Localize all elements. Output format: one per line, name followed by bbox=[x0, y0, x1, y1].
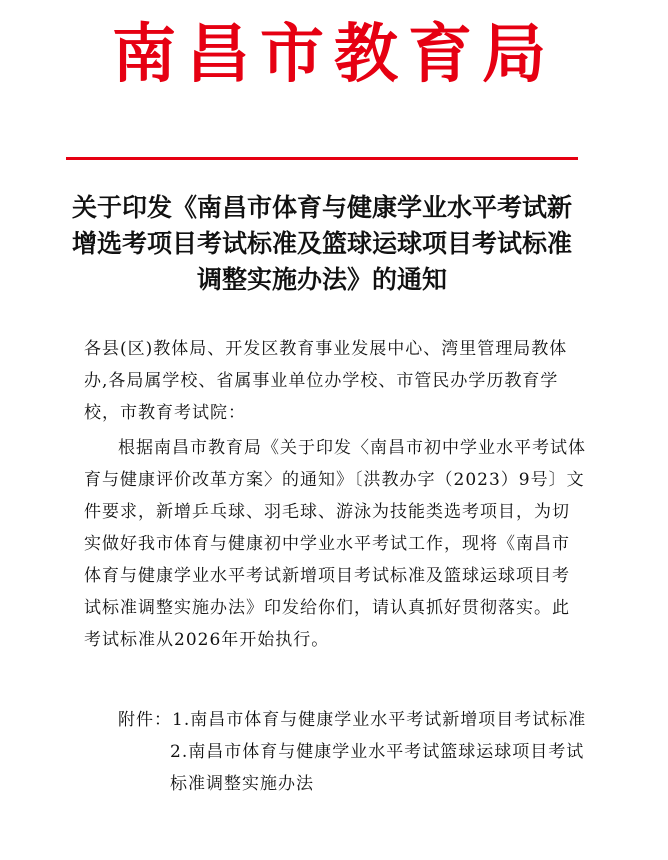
addressee-paragraph: 各县(区)教体局、开发区教育事业发展中心、湾里管理局教体办,各局属学校、省属事业单位办学校、市管民办学历教育学校，市教育考试院： bbox=[84, 339, 568, 423]
attachments-section bbox=[118, 704, 588, 800]
body-paragraph: 根据南昌市教育局《关于印发〈南昌市初中学业水平考试体育与健康评价改革方案〉的通知》〔洪教办字（2023）9号〕文件要求，新增乒乓球、羽毛球、游泳为技能类选考项目，为切实做好我市体育与健康初中学业水平考试工作，现将《南昌市体育与健康学业水平考试新增项目考试标准及篮球运球项目考试标准调整实施办法》印发给你们，请认真抓好贯彻落实。此考试标准从2026年开始执行。 bbox=[84, 438, 586, 650]
document-header-org-name: 南昌市教育局 bbox=[112, 18, 556, 92]
attachment-item bbox=[118, 736, 588, 800]
attachment-item-text: 1.南昌市体育与健康学业水平考试新增项目考试标准 bbox=[172, 710, 587, 730]
document-title: 关于印发《南昌市体育与健康学业水平考试新增选考项目考试标准及篮球运球项目考试标准调整实施办法》的通知 bbox=[71, 193, 572, 294]
header-red-rule bbox=[66, 157, 578, 160]
attachments-label: 附件： bbox=[118, 710, 172, 730]
attachment-item bbox=[118, 704, 588, 736]
attachment-item-text: 2.南昌市体育与健康学业水平考试篮球运球项目考试标准调整实施办法 bbox=[170, 742, 585, 794]
